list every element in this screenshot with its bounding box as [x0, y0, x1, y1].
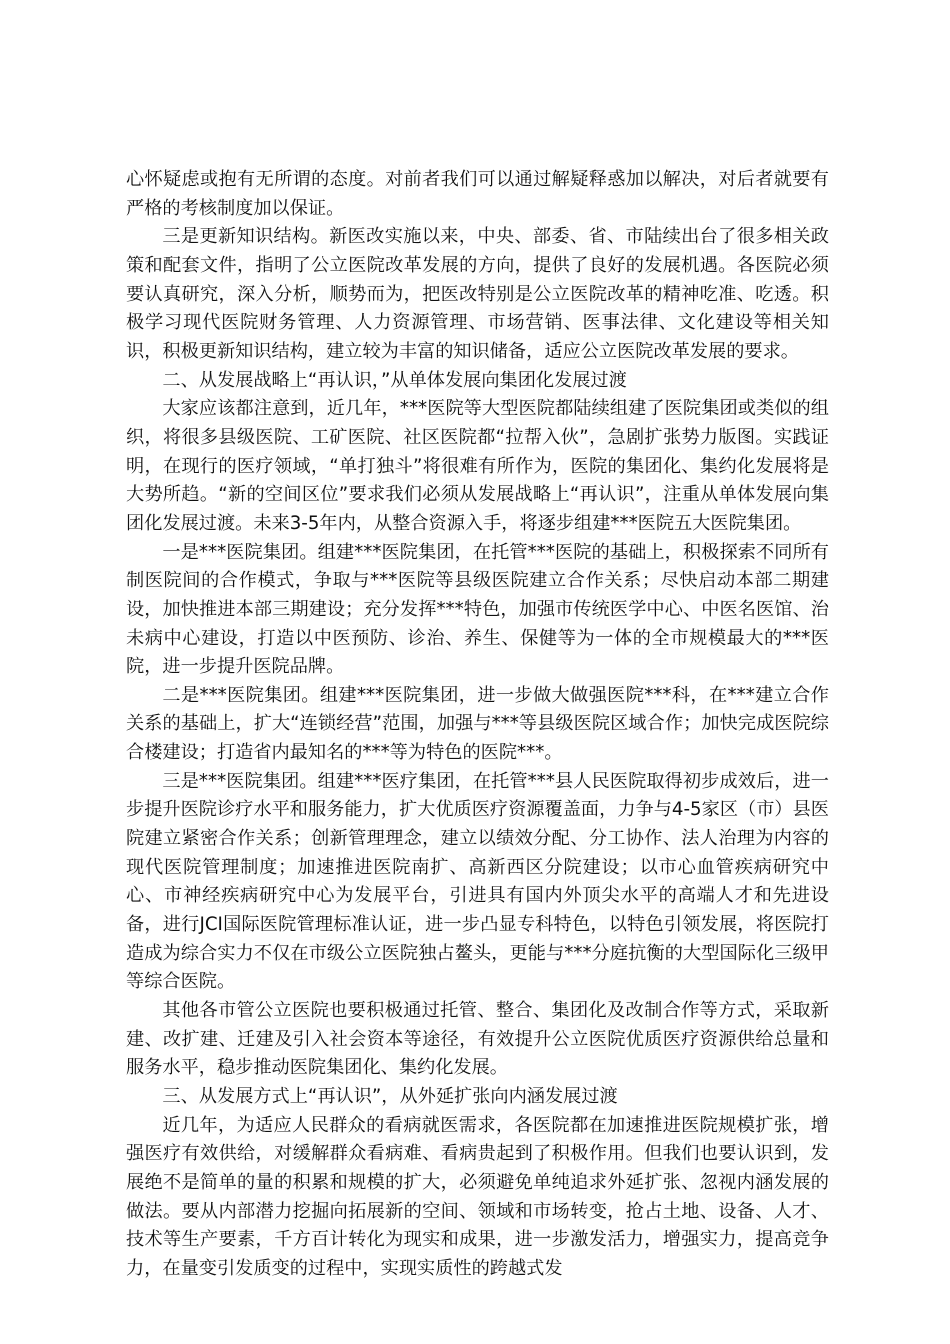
paragraph-development-mode: 近几年，为适应人民群众的看病就医需求，各医院都在加速推进医院规模扩张，增强医疗有效供给，对缓解群众看病难、看病贵起到了积极作用。但我们也要认识到，发展绝不是简单的量的积累和规模的扩大，必须避免单纯追求外延扩张、忽视内涵发展的做法。要从内部潜力挖掘向拓展新的空间、领域和市场转变，抢占土地、设备、人才、技术等生产要素，千方百计转化为现实和成果，进一步激发活力，增强实力，提高竞争力，在量变引发质变的过程中，实现实质性的跨越式发 [126, 1114, 829, 1279]
paragraph-other-hospitals: 其他各市管公立医院也要积极通过托管、整合、集团化及改制合作等方式，采取新建、改扩建、迁建及引入社会资本等途径，有效提升公立医院优质医疗资源供给总量和服务水平，稳步推动医院集团化、集约化发展。 [126, 1000, 829, 1079]
paragraph-group-two: 二是***医院集团。组建***医院集团，进一步做大做强医院***科，在***建立合作关系的基础上，扩大“连锁经营”范围，加强与***等县级医院区域合作；加快完成医院综合楼建设；打造省内最知名的***等为特色的医院***。 [126, 684, 829, 764]
section-heading-strategy: 二、从发展战略上“再认识，”从单体发展向集团化发展过渡 [162, 369, 627, 391]
paragraph-group-intro: 大家应该都注意到，近几年，***医院等大型医院都陆续组建了医院集团或类似的组织，将很多县级医院、工矿医院、社区医院都“拉帮入伙”，急剧扩张势力版图。实践证明，在现行的医疗领域，“单打独斗”将很难有所作为，医院的集团化、集约化发展将是大势所趋。“新的空间区位”要求我们必须从发展战略上“再认识”，注重从单体发展向集团化发展过渡。未来3-5年内，从整合资源入手，将逐步组建***医院五大医院集团。 [126, 398, 829, 534]
document-body [126, 166, 829, 1284]
paragraph-group-three: 三是***医院集团。组建***医疗集团，在托管***县人民医院取得初步成效后，进一步提升医院诊疗水平和服务能力，扩大优质医疗资源覆盖面，力争与4-5家区（市）县医院建立紧密合作关系；创新管理理念，建立以绩效分配、分工协作、法人治理为内容的现代医院管理制度；加速推进医院南扩、高新西区分院建设；以市心血管疾病研究中心、市神经疾病研究中心为发展平台，引进具有国内外顶尖水平的高端人才和先进设备，进行JCI国际医院管理标准认证，进一步凸显专科特色，以特色引领发展，将医院打造成为综合实力不仅在市级公立医院独占鳌头，更能与***分庭抗衡的大型国际化三级甲等综合医院。 [126, 770, 829, 993]
paragraph-continuation: 心怀疑虑或抱有无所谓的态度。对前者我们可以通过解疑释惑加以解决，对后者就要有严格的考核制度加以保证。 [126, 169, 829, 219]
section-heading-development-mode: 三、从发展方式上“再认识”，从外延扩张向内涵发展过渡 [162, 1086, 618, 1107]
paragraph-update-knowledge: 三是更新知识结构。新医改实施以来，中央、部委、省、市陆续出台了很多相关政策和配套文件，指明了公立医院改革发展的方向，提供了良好的发展机遇。各医院必须要认真研究，深入分析，顺势而为，把医改特别是公立医院改革的精神吃准、吃透。积极学习现代医院财务管理、人力资源管理、市场营销、医事法律、文化建设等相关知识，积极更新知识结构，建立较为丰富的知识储备，适应公立医院改革发展的要求。 [126, 226, 829, 362]
paragraph-group-one: 一是***医院集团。组建***医院集团，在托管***医院的基础上，积极探索不同所有制医院间的合作模式，争取与***医院等县级医院建立合作关系；尽快启动本部二期建设，加快推进本部三期建设；充分发挥***特色，加强市传统医学中心、中医名医馆、治未病中心建设，打造以中医预防、诊治、养生、保健等为一体的全市规模最大的***医院，进一步提升医院品牌。 [126, 541, 829, 678]
